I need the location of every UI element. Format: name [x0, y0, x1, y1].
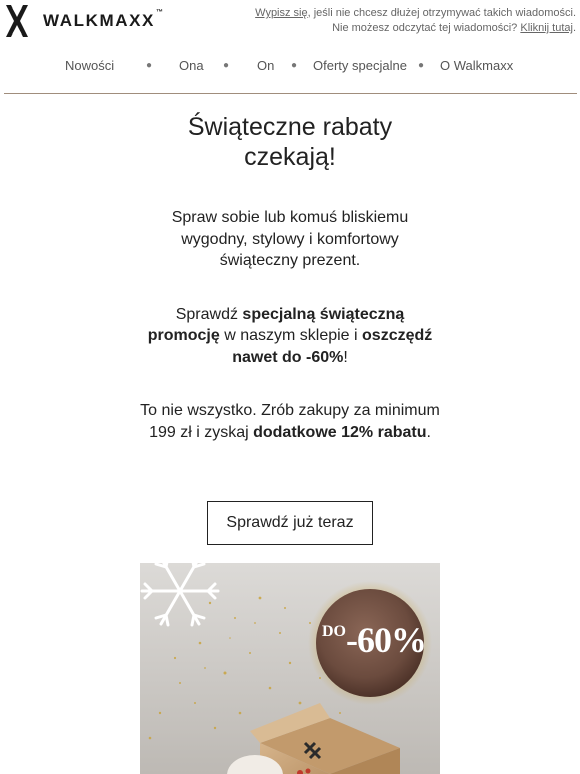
banner-illustration [140, 563, 440, 774]
badge-value: -60% [346, 620, 426, 660]
extra-discount-paragraph: To nie wszystko. Zrób zakupy za minimum 199 zł i zyskaj dodatkowe 12% rabatu. [140, 402, 440, 441]
intro-paragraph: Spraw sobie lub komuś bliskiemu wygodny, stylowy i komfortowy świąteczny prezent. [171, 209, 409, 269]
promo-banner-image[interactable] [140, 563, 440, 774]
nav-item-o-walkmaxx[interactable]: O Walkmaxx [440, 58, 514, 73]
walkmaxx-logo-icon [4, 4, 30, 38]
header-divider [4, 93, 577, 94]
nav-separator: ● [223, 60, 230, 71]
nav-item-nowosci[interactable]: Nowości [65, 58, 115, 73]
walkmaxx-logo[interactable] [4, 4, 165, 38]
discount-badge [322, 619, 432, 661]
main-nav [0, 56, 580, 76]
promo-paragraph: Sprawdź specjalną świąteczną promocję w naszym sklepie i oszczędź nawet do -60%! [147, 305, 433, 366]
email-header [0, 0, 580, 42]
badge-prefix: DO [322, 623, 346, 640]
page-title: Świąteczne rabaty czekają! [187, 113, 393, 171]
view-online-link[interactable]: Kliknij tutaj [520, 22, 573, 34]
nav-separator: ● [146, 60, 153, 71]
nav-item-on[interactable]: On [257, 58, 275, 73]
unsubscribe-notice: Wypisz się, jeśli nie chcesz dłużej otrzymywać takich wiadomości. Nie możesz odczytać tej wiadomości? Kliknij tutaj. [255, 7, 576, 34]
nav-separator: ● [291, 60, 298, 71]
check-now-button[interactable]: Sprawdź już teraz [207, 501, 373, 545]
promo-content [140, 112, 440, 443]
nav-item-ona[interactable]: Ona [179, 58, 204, 73]
brand-name: WALKMAXX™ [43, 9, 165, 30]
nav-item-oferty-specjalne[interactable]: Oferty specjalne [313, 58, 407, 73]
unsubscribe-link[interactable]: Wypisz się [255, 7, 308, 19]
nav-separator: ● [418, 60, 425, 71]
